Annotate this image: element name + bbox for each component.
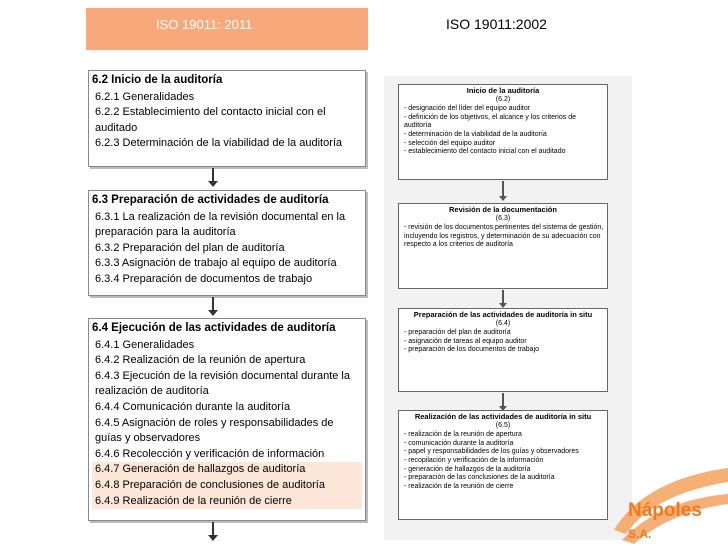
right-box-6-5 <box>398 410 608 520</box>
box-title: 6.2 Inicio de la auditoría <box>92 74 223 86</box>
box-item: 6.4.1 Generalidades <box>95 338 195 351</box>
left-box-6-3 <box>88 190 366 296</box>
rbox-number: (6.5) <box>495 421 511 429</box>
rbox-item: - selección del equipo auditor <box>404 139 496 147</box>
rbox-item: - designación del líder del equipo auditor <box>404 105 531 113</box>
rbox-item: - recopilación y verificación de la información <box>404 456 544 464</box>
right-box-6-4 <box>398 308 608 392</box>
rbox-title: Preparación de las actividades de auditoría in situ <box>413 310 593 319</box>
box-item: 6.4.3 Ejecución de la revisión documental durante la realización de auditoría <box>95 369 350 398</box>
rbox-item: - establecimiento del contacto inicial con el auditado <box>404 148 566 156</box>
left-box-6-4 <box>88 318 366 521</box>
right-box-6-2 <box>398 84 608 180</box>
rbox-item: - revisión de los documentos pertinentes del sistema de gestión, incluyendo los registros, y determinación de su adecuación con respecto a los criterios de auditoría <box>404 224 604 249</box>
box-item-highlighted: 6.4.9 Realización de la reunión de cierre <box>92 494 362 510</box>
rbox-item: - preparación del plan de auditoría <box>404 329 511 337</box>
flow-arrow-2 <box>212 297 214 311</box>
right-box-6-3 <box>398 203 608 289</box>
box-item-highlighted: 6.4.7 Generación de hallazgos de auditoría <box>92 462 362 478</box>
box-item-highlighted: 6.4.8 Preparación de conclusiones de auditoría <box>92 478 362 494</box>
rbox-title: Realización de las actividades de auditoría in situ <box>414 412 592 421</box>
rbox-number: (6.4) <box>495 319 511 327</box>
flow-arrow-3 <box>212 522 214 536</box>
header-left-title: ISO 19011: 2011 <box>156 17 253 32</box>
box-item: 6.4.4 Comunicación durante la auditoría <box>95 400 291 413</box>
logo-suffix: S.A. <box>628 527 652 541</box>
rbox-item: - generación de hallazgos de la auditoría <box>404 465 531 473</box>
box-item: 6.4.2 Realización de la reunión de apertura <box>95 354 306 367</box>
rbox-item: - realización de la reunión de apertura <box>404 431 522 439</box>
rbox-number: (6.2) <box>495 95 511 103</box>
company-logo <box>628 500 728 544</box>
rbox-item: - realización de la reunión de cierre <box>404 482 514 490</box>
box-item: 6.2.2 Establecimiento del contacto inicial con el auditado <box>95 106 326 134</box>
box-item: 6.3.4 Preparación de documentos de trabajo <box>95 272 313 285</box>
rbox-item: - comunicación durante la auditoría <box>404 439 514 447</box>
box-item: 6.4.6 Recolección y verificación de información <box>95 447 325 460</box>
rbox-item: - preparación de los documentos de trabajo <box>404 346 540 354</box>
rbox-title: Revisión de la documentación <box>449 205 557 214</box>
box-title: 6.4 Ejecución de las actividades de auditoría <box>92 322 336 334</box>
box-item: 6.3.1 La realización de la revisión documental en la preparación para la auditoría <box>95 210 346 239</box>
right-flow-arrow-3 <box>502 393 504 407</box>
rbox-title: Inicio de la auditoría <box>466 86 540 95</box>
right-flow-arrow-1 <box>502 181 504 197</box>
box-item: 6.4.5 Asignación de roles y responsabilidades de guías y observadores <box>95 416 334 445</box>
box-item: 6.2.1 Generalidades <box>95 90 195 103</box>
rbox-item: - preparación de las conclusiones de la auditoría <box>404 474 555 482</box>
box-item: 6.3.2 Preparación del plan de auditoría <box>95 241 285 254</box>
flow-arrow-1 <box>212 168 214 182</box>
rbox-number: (6.3) <box>495 214 511 222</box>
rbox-item: - asignación de tareas al equipo auditor <box>404 337 527 345</box>
box-title: 6.3 Preparación de actividades de auditoría <box>92 194 329 206</box>
box-item: 6.2.3 Determinación de la viabilidad de la auditoría <box>95 137 343 150</box>
rbox-item: - determinación de la viabilidad de la auditoría <box>404 130 547 138</box>
left-box-6-2 <box>88 70 366 167</box>
box-item: 6.3.3 Asignación de trabajo al equipo de auditoría <box>95 257 337 270</box>
header-iso-2002 <box>446 16 547 32</box>
header-right-title: ISO 19011:2002 <box>446 16 547 32</box>
rbox-item: - papel y responsabilidades de los guías y observadores <box>404 448 579 456</box>
right-flow-arrow-2 <box>502 290 504 304</box>
rbox-item: - definición de los objetivos, el alcance y los criterios de auditoría <box>404 113 576 130</box>
logo-text: Nápoles <box>628 500 702 521</box>
header-iso-2011 <box>86 8 368 50</box>
